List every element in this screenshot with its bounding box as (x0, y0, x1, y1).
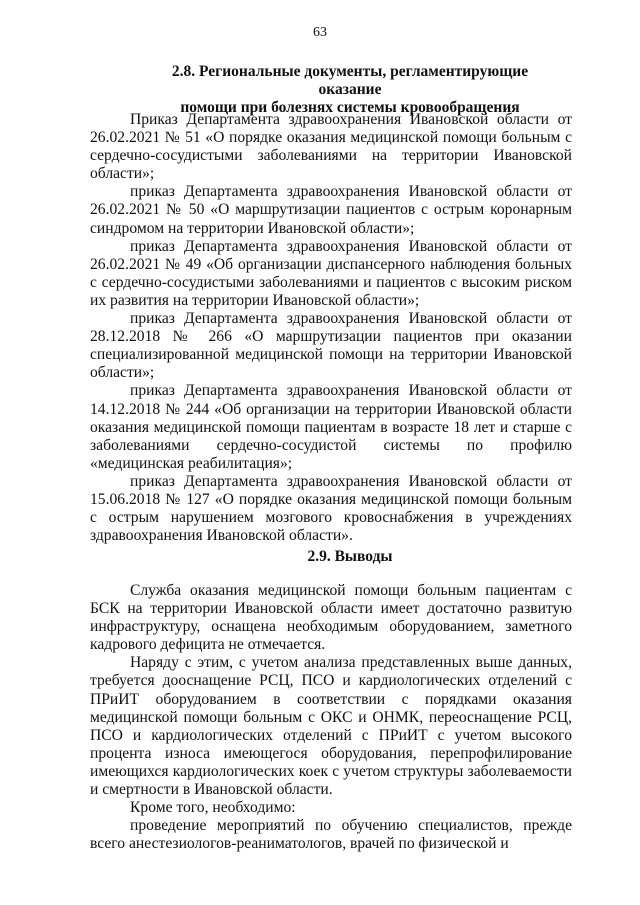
section-heading-line: 2.8. Региональные документы, регламентирующие оказание (171, 63, 529, 98)
section-heading-2-8 (140, 63, 560, 117)
regional-documents-list (90, 111, 572, 545)
conclusion-paragraph: Кроме того, необходимо: (130, 799, 296, 817)
section-heading-line: помощи при болезнях системы кровообращения (180, 99, 520, 116)
conclusion-paragraph: Служба оказания медицинской помощи больным пациентам с БСК на территории Ивановской области имеет достаточно развитую инфраструктуру, оснащена необходимым оборудованием, заметного кадрового дефицита не отмечается. (90, 582, 572, 654)
conclusion-paragraph: проведение мероприятий по обучению специалистов, прежде всего анестезиологов-реаниматологов, врачей по физической и (90, 817, 572, 853)
conclusion-paragraph: Наряду с этим, с учетом анализа представленных выше данных, требуется дооснащение РСЦ, ПСО и кардиологических отделений с ПРиИТ оборудованием в соответствии с порядками оказания медицинской помощи больным с ОКС и ОНМК, переоснащение РСЦ, ПСО и кардиологических отделений с ПРиИТ с учетом высокого процента износа имеющегося оборудования, перепрофилирование имеющихся кардиологических коек с учетом структуры заболеваемости и смертности в Ивановской области. (90, 654, 572, 799)
document-paragraph: приказ Департамента здравоохранения Ивановской области от 14.12.2018 № 244 «Об организации на территории Ивановской области оказания медицинской помощи пациентам в возрасте 18 лет и старше с заболеваниями сердечно-сосудистой системы по профилю «медицинская реабилитация»; (90, 382, 572, 472)
page-number: 63 (313, 25, 327, 40)
document-paragraph: Приказ Департамента здравоохранения Ивановской области от 26.02.2021 № 51 «О порядке оказания медицинской помощи больным с сердечно-сосудистыми заболеваниями на территории Ивановской области»; (90, 111, 572, 183)
conclusions-text (90, 582, 572, 853)
document-paragraph: приказ Департамента здравоохранения Ивановской области от 28.12.2018 № 266 «О маршрутизации пациентов при оказании специализированной медицинской помощи на территории Ивановской области»; (90, 310, 572, 382)
section-heading-2-9: 2.9. Выводы (307, 548, 393, 565)
document-paragraph: приказ Департамента здравоохранения Ивановской области от 15.06.2018 № 127 «О порядке оказания медицинской помощи больным с острым нарушением мозгового кровоснабжения в учреждениях здравоохранения Ивановской области». (90, 472, 572, 545)
document-paragraph: приказ Департамента здравоохранения Ивановской области от 26.02.2021 № 50 «О маршрутизации пациентов с острым коронарным синдромом на территории Ивановской области»; (90, 183, 572, 237)
document-paragraph: приказ Департамента здравоохранения Ивановской области от 26.02.2021 № 49 «Об организации диспансерного наблюдения больных с сердечно-сосудистыми заболеваниями и пациентов с высоким риском их развития на территории Ивановской области»; (90, 237, 572, 309)
